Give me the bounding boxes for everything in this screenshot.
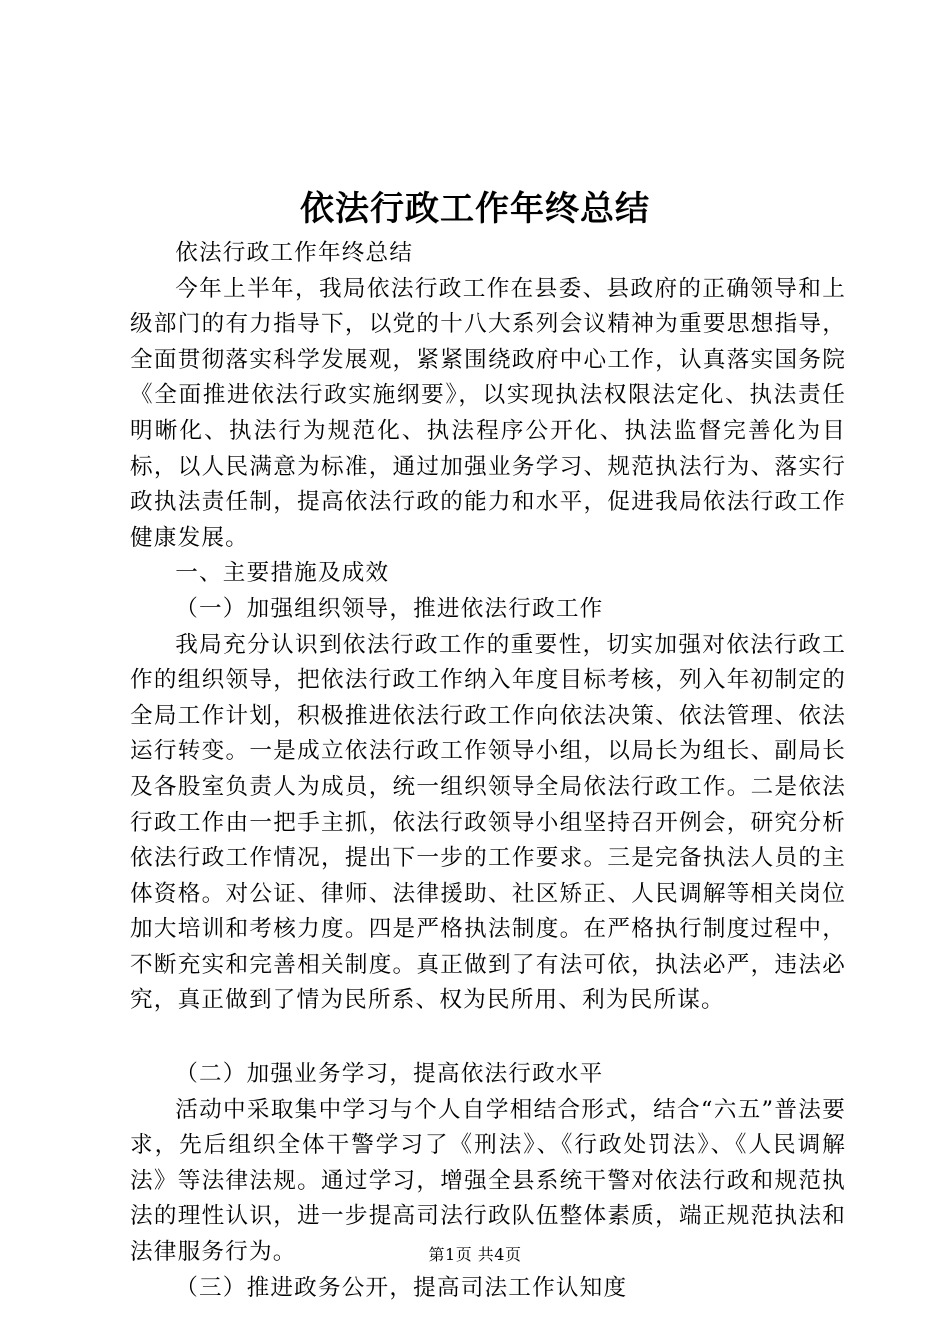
page-footer: 第1页 共4页 (428, 1245, 522, 1264)
document-body (130, 236, 846, 1306)
subsection-heading-3: （三）推进政务公开，提高司法工作认知度 (175, 1274, 628, 1301)
subsection-heading-2: （二）加强业务学习，提高依法行政水平 (175, 1061, 604, 1088)
document-title: 依法行政工作年终总结 (300, 189, 650, 229)
intro-paragraph: 今年上半年，我局依法行政工作在县委、县政府的正确领导和上级部门的有力指导下，以党的十八大系列会议精神为重要思想指导，全面贯彻落实科学发展观，紧紧围绕政府中心工作，认真落实国务院《全面推进依法行政实施纲要》，以实现执法权限法定化、执法责任明晰化、执法行为规范化、执法程序公开化、执法监督完善化为目标，以人民满意为标准，通过加强业务学习、规范执法行为、落实行政执法责任制，提高依法行政的能力和水平，促进我局依法行政工作健康发展。 (130, 275, 846, 551)
subsection-heading-1: （一）加强组织领导，推进依法行政工作 (175, 595, 604, 622)
subtitle-paragraph: 依法行政工作年终总结 (175, 240, 414, 266)
subsection-2-paragraph: 活动中采取集中学习与个人自学相结合形式，结合“六五”普法要求，先后组织全体干警学习了《刑法》、《行政处罚法》、《人民调解法》等法律法规。通过学习，增强全县系统干警对依法行政和规范执法的理性认识，进一步提高司法行政队伍整体素质，端正规范执法和法律服务行为。 (130, 1096, 846, 1266)
subsection-1-paragraph: 我局充分认识到依法行政工作的重要性，切实加强对依法行政工作的组织领导，把依法行政工作纳入年度目标考核，列入年初制定的全局工作计划，积极推进依法行政工作向依法决策、依法管理、依法运行转变。一是成立依法行政工作领导小组，以局长为组长、副局长及各股室负责人为成员，统一组织领导全局依法行政工作。二是依法行政工作由一把手主抓，依法行政领导小组坚持召开例会，研究分析依法行政工作情况，提出下一步的工作要求。三是完备执法人员的主体资格。对公证、律师、法律援助、社区矫正、人民调解等相关岗位加大培训和考核力度。四是严格执法制度。在严格执行制度过程中，不断充实和完善相关制度。真正做到了有法可依，执法必严，违法必究，真正做到了情为民所系、权为民所用、利为民所谋。 (130, 631, 846, 1014)
section-heading-1: 一、主要措施及成效 (175, 560, 390, 587)
